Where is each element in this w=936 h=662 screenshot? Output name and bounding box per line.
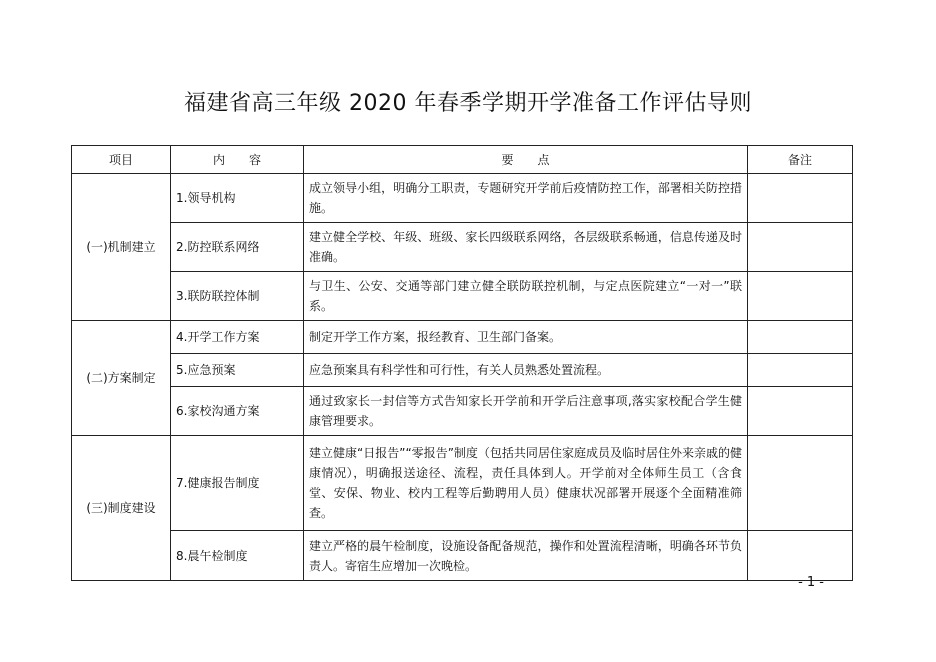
- item-points: 制定开学工作方案，报经教育、卫生部门备案。: [304, 321, 748, 354]
- item-note: [748, 387, 853, 436]
- item-label: 8.晨午检制度: [171, 531, 304, 581]
- item-label: 1.领导机构: [171, 174, 304, 223]
- item-note: [748, 354, 853, 387]
- group-name: (二)方案制定: [72, 321, 171, 436]
- table-row: [72, 531, 853, 581]
- table-row: [72, 272, 853, 321]
- item-label: 6.家校沟通方案: [171, 387, 304, 436]
- item-note: [748, 174, 853, 223]
- item-label: 7.健康报告制度: [171, 436, 304, 531]
- item-note: [748, 436, 853, 531]
- group-name: (三)制度建设: [72, 436, 171, 581]
- table-row: [72, 223, 853, 272]
- item-points: 通过致家长一封信等方式告知家长开学前和开学后注意事项,落实家校配合学生健康管理要求。: [304, 387, 748, 436]
- group-name: (一)机制建立: [72, 174, 171, 321]
- item-points: 与卫生、公安、交通等部门建立健全联防联控机制，与定点医院建立“一对一”联系。: [304, 272, 748, 321]
- table-row: [72, 321, 853, 354]
- table-row: [72, 174, 853, 223]
- header-points: 要 点: [304, 146, 748, 174]
- header-project: 项目: [72, 146, 171, 174]
- item-points: 建立严格的晨午检制度，设施设备配备规范，操作和处置流程清晰，明确各环节负责人。寄宿生应增加一次晚检。: [304, 531, 748, 581]
- item-label: 5.应急预案: [171, 354, 304, 387]
- item-points: 应急预案具有科学性和可行性，有关人员熟悉处置流程。: [304, 354, 748, 387]
- item-note: [748, 223, 853, 272]
- header-content: 内 容: [171, 146, 304, 174]
- table-row: [72, 436, 853, 531]
- item-note: [748, 531, 853, 581]
- item-points: 建立健全学校、年级、班级、家长四级联系网络，各层级联系畅通，信息传递及时准确。: [304, 223, 748, 272]
- item-label: 2.防控联系网络: [171, 223, 304, 272]
- item-note: [748, 321, 853, 354]
- table-row: [72, 354, 853, 387]
- item-label: 3.联防联控体制: [171, 272, 304, 321]
- item-points: 成立领导小组，明确分工职责，专题研究开学前后疫情防控工作，部署相关防控措施。: [304, 174, 748, 223]
- page-title: 福建省高三年级 2020 年春季学期开学准备工作评估导则: [184, 91, 752, 116]
- table-row: [72, 387, 853, 436]
- page-number: - 1 -: [798, 575, 824, 590]
- item-points: 建立健康“日报告”“零报告”制度（包括共同居住家庭成员及临时居住外来亲戚的健康情况），明确报送途径、流程，责任具体到人。开学前对全体师生员工（含食堂、安保、物业、校内工程等后勤聘用人员）健康状况部署开展逐个全面精准筛查。: [304, 436, 748, 531]
- evaluation-table: [71, 145, 853, 581]
- item-note: [748, 272, 853, 321]
- item-label: 4.开学工作方案: [171, 321, 304, 354]
- table-header-row: [72, 146, 853, 174]
- header-notes: 备注: [748, 146, 853, 174]
